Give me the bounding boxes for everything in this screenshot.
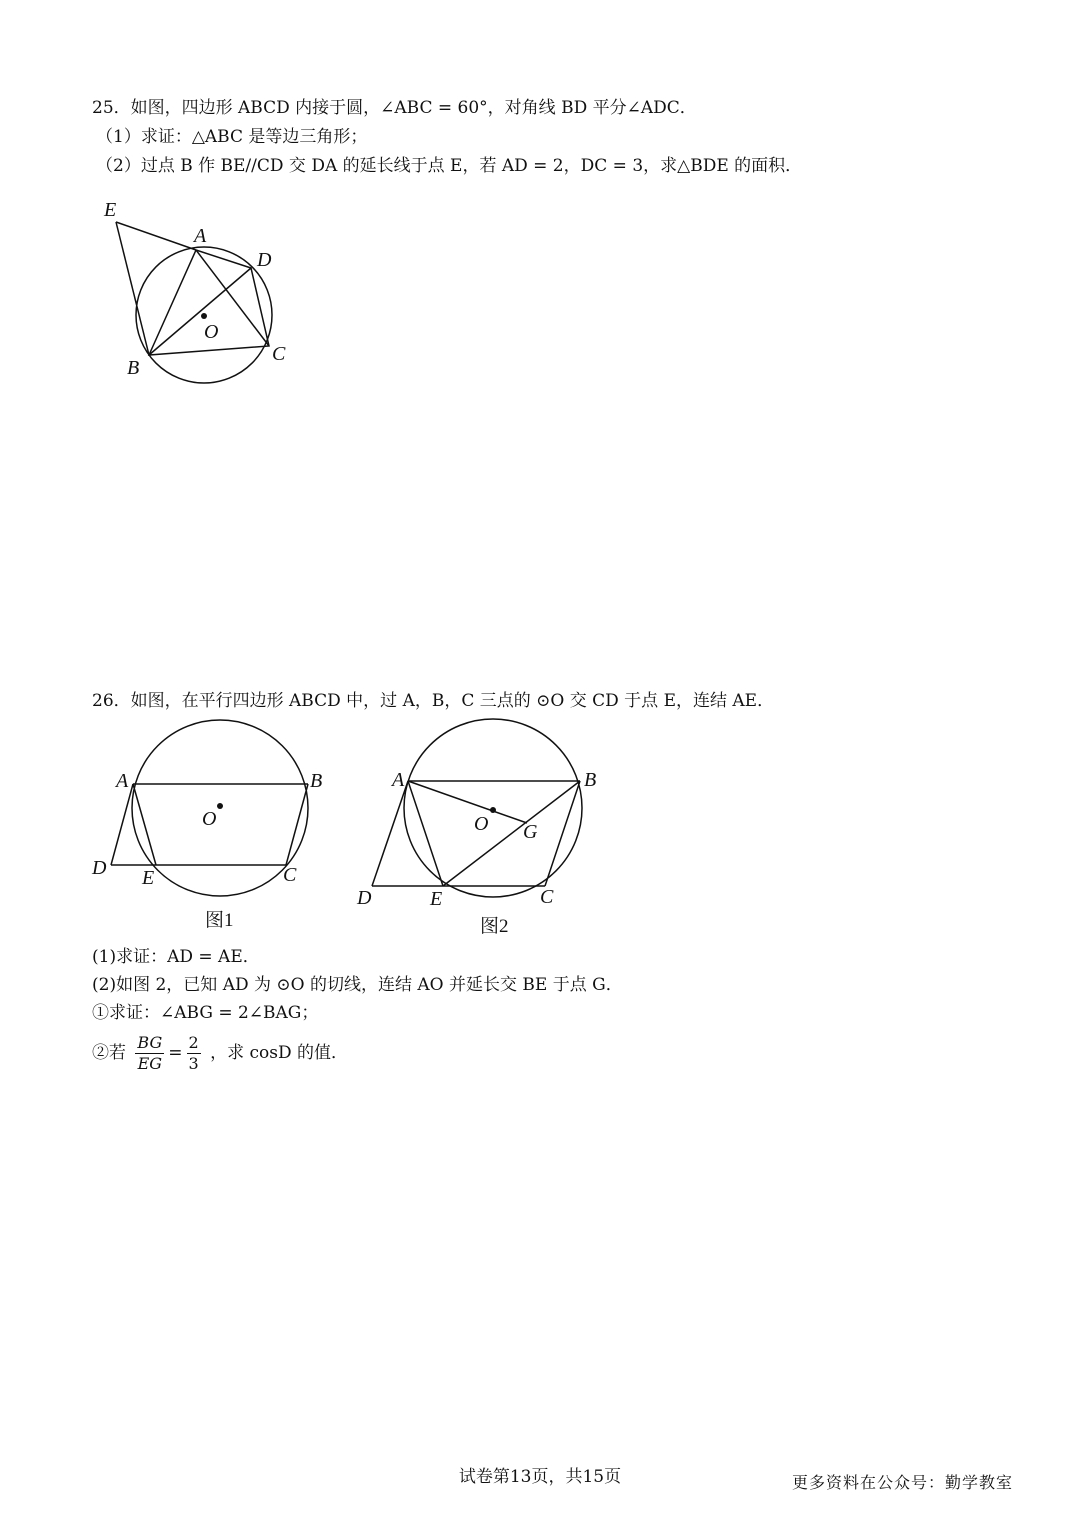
segment-be: [443, 781, 580, 886]
ratio-value: [187, 1033, 201, 1074]
q26-figure-2: [350, 712, 610, 944]
value-numerator: 2: [188, 1033, 199, 1052]
sub2-suffix: ，求 cosD 的值．: [210, 1043, 349, 1063]
sub2-prefix: ②若: [92, 1043, 126, 1063]
label-o: O: [204, 321, 219, 343]
caption-fig2: 图2: [480, 916, 509, 937]
side-bc: [286, 784, 308, 865]
q25-part2: （2）过点 B 作 BE//CD 交 DA 的延长线于点 E，若 AD = 2，DC = 3，求△BDE 的面积．: [96, 156, 803, 176]
label-c: C: [272, 343, 286, 365]
q26-figure-1: [88, 712, 340, 944]
q26-part1: (1)求证：AD = AE．: [92, 947, 260, 967]
side-da: [372, 781, 408, 886]
q25-part1: （1）求证：△ABC 是等边三角形；: [96, 127, 368, 147]
label-e: E: [430, 888, 443, 910]
page-footer: 试卷第13页，共15页: [458, 1467, 622, 1487]
side-bc: [545, 781, 580, 886]
segment-ae: [408, 781, 443, 886]
label-o: O: [474, 813, 489, 835]
q26-sub1: ①求证：∠ABG = 2∠BAG；: [92, 1003, 319, 1023]
segment-eb: [116, 222, 149, 355]
label-e: E: [104, 199, 117, 221]
label-a: A: [116, 770, 129, 792]
ratio-bg-eg: [135, 1033, 164, 1074]
q26-part2: (2)如图 2，已知 AD 为 ⊙O 的切线，连结 AO 并延长交 BE 于点 G．: [92, 975, 623, 995]
q26-sub2: [92, 1030, 348, 1076]
watermark: 更多资料在公众号：勤学教室: [792, 1473, 1014, 1492]
label-c: C: [540, 886, 554, 908]
label-b: B: [310, 770, 323, 792]
diagonal-bd: [149, 268, 251, 355]
frac-denominator: EG: [137, 1054, 163, 1073]
caption-fig1: 图1: [205, 910, 234, 931]
equals-sign: =: [168, 1043, 183, 1063]
label-b: B: [584, 769, 597, 791]
q25-stem: 25．如图，四边形 ABCD 内接于圆，∠ABC = 60°，对角线 BD 平分∠ADC．: [92, 98, 697, 118]
center-dot: [217, 803, 223, 809]
q26-stem: 26．如图，在平行四边形 ABCD 中，过 A，B，C 三点的 ⊙O 交 CD 于点 E，连结 AE．: [92, 691, 775, 711]
frac-numerator: BG: [137, 1033, 163, 1052]
label-o: O: [202, 808, 217, 830]
side-da: [111, 784, 133, 865]
label-g: G: [523, 821, 538, 843]
label-e: E: [142, 867, 155, 889]
label-c: C: [283, 864, 297, 886]
segment-ag: [408, 781, 527, 823]
segment-ea: [116, 222, 196, 250]
label-d: D: [257, 249, 272, 271]
q25-figure: [90, 190, 320, 390]
value-denominator: 3: [188, 1054, 199, 1073]
label-d: D: [357, 887, 372, 909]
label-a: A: [392, 769, 405, 791]
label-d: D: [92, 857, 107, 879]
label-b: B: [127, 357, 140, 379]
label-a: A: [194, 225, 207, 247]
center-dot: [201, 313, 207, 319]
